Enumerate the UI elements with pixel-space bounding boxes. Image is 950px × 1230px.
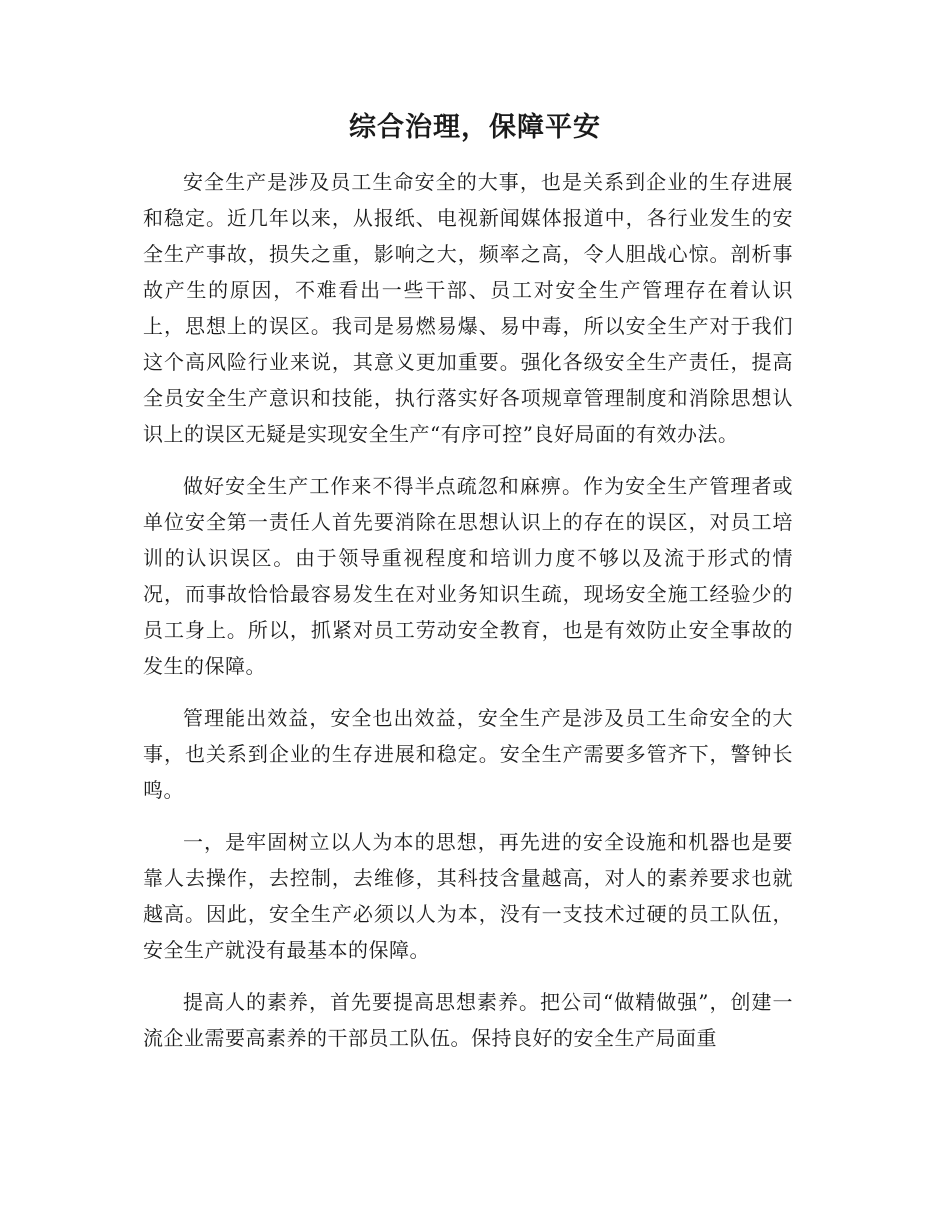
document-body: [143, 164, 793, 1072]
paragraph-1: 安全生产是涉及员工生命安全的大事，也是关系到企业的生存进展和稳定。近几年以来，从报纸、电视新闻媒体报道中，各行业发生的安全生产事故，损失之重，影响之大，频率之高，令人胆战心惊。剖析事故产生的原因，不难看出一些干部、员工对安全生产管理存在着认识上，思想上的误区。我司是易燃易爆、易中毒，所以安全生产对于我们这个高风险行业来说，其意义更加重要。强化各级安全生产责任，提高全员安全生产意识和技能，执行落实好各项规章管理制度和消除思想认识上的误区无疑是实现安全生产“有序可控”良好局面的有效办法。: [143, 170, 793, 446]
paragraph-4: 一，是牢固树立以人为本的思想，再先进的安全设施和机器也是要靠人去操作，去控制，去维修，其科技含量越高，对人的素养要求也就越高。因此，安全生产必须以人为本，没有一支技术过硬的员工队伍，安全生产就没有最基本的保障。: [143, 830, 793, 962]
document-title: 综合治理，保障平安: [349, 112, 601, 143]
paragraph-2: 做好安全生产工作来不得半点疏忽和麻痹。作为安全生产管理者或单位安全第一责任人首先要消除在思想认识上的存在的误区，对员工培训的认识误区。由于领导重视程度和培训力度不够以及流于形式的情况，而事故恰恰最容易发生在对业务知识生疏，现场安全施工经验少的员工身上。所以，抓紧对员工劳动安全教育，也是有效防止安全事故的发生的保障。: [143, 474, 793, 678]
paragraph-5: 提高人的素养，首先要提高思想素养。把公司“做精做强”，创建一流企业需要高素养的干部员工队伍。保持良好的安全生产局面重: [143, 990, 793, 1050]
paragraph-3: 管理能出效益，安全也出效益，安全生产是涉及员工生命安全的大事，也关系到企业的生存进展和稳定。安全生产需要多管齐下，警钟长鸣。: [143, 706, 793, 802]
